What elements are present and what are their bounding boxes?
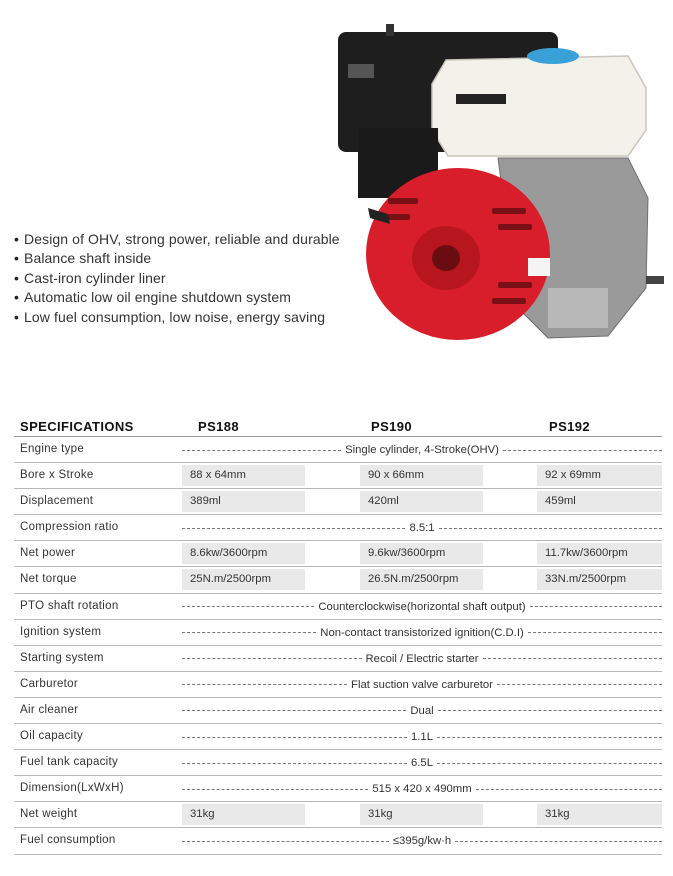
fuel-cap <box>527 48 579 64</box>
spec-shared-value <box>182 678 662 692</box>
spec-value: 515 x 420 x 490mm <box>372 783 472 796</box>
spec-shared-value <box>182 443 662 457</box>
spec-value-cell <box>537 543 662 564</box>
spec-value: 88 x 64mm <box>190 469 246 482</box>
spec-label: Engine type <box>20 443 85 455</box>
spec-shared-value <box>182 600 662 614</box>
dash-leader <box>182 763 407 764</box>
spec-header-title: SPECIFICATIONS <box>20 419 134 434</box>
spec-value-cell <box>537 491 662 512</box>
dash-leader <box>182 710 406 711</box>
spec-shared-value <box>182 756 662 770</box>
spec-row <box>14 437 662 463</box>
spec-label: Air cleaner <box>20 703 79 716</box>
spec-row <box>14 802 662 828</box>
model-ps190: PS190 <box>371 419 413 434</box>
spec-label: Net torque <box>20 573 77 586</box>
spec-value-cell <box>537 569 662 590</box>
dash-leader <box>483 658 663 659</box>
engine-image <box>328 18 668 348</box>
dash-leader <box>530 606 662 607</box>
spec-value-cell <box>537 804 662 825</box>
spec-value: 31kg <box>368 808 393 821</box>
spec-rows <box>14 437 662 855</box>
feature-item: • Low fuel consumption, low noise, energy saving <box>14 308 340 327</box>
spec-value: 33N.m/2500rpm <box>545 573 626 586</box>
spec-row <box>14 672 662 698</box>
spec-value: 92 x 69mm <box>545 469 601 482</box>
dash-leader <box>497 684 662 685</box>
spec-label: Bore x Stroke <box>20 469 94 482</box>
spec-value: 8.5:1 <box>409 522 435 535</box>
dash-leader <box>528 632 662 633</box>
spec-label: Fuel consumption <box>20 834 116 847</box>
dash-leader <box>182 450 341 451</box>
spec-value-cell <box>182 491 305 512</box>
dash-leader <box>437 763 662 764</box>
spec-value: 31kg <box>545 808 570 821</box>
housing-label <box>348 64 374 78</box>
spec-shared-value <box>182 730 662 744</box>
spec-value: Single cylinder, 4-Stroke(OHV) <box>345 444 499 456</box>
model-ps192: PS192 <box>549 419 591 434</box>
spec-row <box>14 489 662 515</box>
spec-value-cell <box>360 491 483 512</box>
spec-value: 389ml <box>190 495 221 508</box>
breather-cap <box>386 24 394 36</box>
spec-row <box>14 776 662 802</box>
spec-value: 11.7kw/3600rpm <box>545 547 628 560</box>
dash-leader <box>182 632 316 633</box>
spec-value: Dual <box>410 704 434 717</box>
dash-leader <box>182 684 347 685</box>
spec-value: Recoil / Electric starter <box>365 652 479 665</box>
spec-row <box>14 828 662 854</box>
engine-illustration <box>328 18 668 348</box>
spec-value: 459ml <box>545 495 576 508</box>
dash-leader <box>437 737 662 738</box>
dash-leader <box>182 737 407 738</box>
spec-label: Dimension(LxWxH) <box>20 782 124 795</box>
spec-value: 9.6kw/3600rpm <box>368 547 446 560</box>
dash-leader <box>182 841 389 842</box>
feature-item: • Automatic low oil engine shutdown system <box>14 288 340 307</box>
sticker <box>528 258 550 276</box>
spec-value: 6.5L <box>411 757 433 770</box>
spec-shared-value <box>182 834 662 848</box>
spec-value-cell <box>182 804 305 825</box>
spec-shared-value <box>182 521 662 535</box>
starter-center <box>432 245 460 271</box>
dash-leader <box>439 528 662 529</box>
spec-label: Starting system <box>20 651 104 664</box>
output-shaft <box>646 276 664 284</box>
model-ps188: PS188 <box>198 419 240 434</box>
spec-label: Net power <box>20 547 76 560</box>
spec-value: 90 x 66mm <box>368 469 424 482</box>
engine-base <box>548 288 608 328</box>
spec-label: Ignition system <box>20 625 102 638</box>
spec-row <box>14 750 662 776</box>
spec-value-cell <box>360 804 483 825</box>
feature-item: • Balance shaft inside <box>14 249 340 268</box>
spec-value-cell <box>360 465 483 486</box>
feature-item: • Cast-iron cylinder liner <box>14 269 340 288</box>
spec-value: 26.5N.m/2500rpm <box>368 573 459 586</box>
spec-label: Fuel tank capacity <box>20 756 119 769</box>
tank-label <box>456 94 506 104</box>
spec-label: Oil capacity <box>20 730 84 743</box>
spec-shared-value <box>182 782 662 796</box>
dash-leader <box>182 658 362 659</box>
dash-leader <box>476 789 662 790</box>
spec-row <box>14 541 662 567</box>
spec-table <box>14 416 662 855</box>
spec-row <box>14 594 662 620</box>
dash-leader <box>182 789 368 790</box>
dash-leader <box>438 710 662 711</box>
spec-label: PTO shaft rotation <box>20 599 119 612</box>
spec-label: Net weight <box>20 808 78 821</box>
spec-value: Flat suction valve carburetor <box>351 678 493 691</box>
spec-shared-value <box>182 626 662 640</box>
spec-label: Carburetor <box>20 677 78 690</box>
spec-row <box>14 698 662 724</box>
spec-value: 1.1L <box>411 731 433 744</box>
spec-value: Non-contact transistorized ignition(C.D.I) <box>320 626 524 639</box>
fuel-tank <box>432 56 646 156</box>
spec-shared-value <box>182 652 662 666</box>
spec-value: Counterclockwise(horizontal shaft output) <box>318 600 526 613</box>
spec-row <box>14 724 662 750</box>
spec-value-cell <box>182 569 305 590</box>
spec-label: Compression ratio <box>20 521 119 534</box>
spec-row <box>14 463 662 489</box>
feature-list <box>14 230 340 327</box>
spec-value: 31kg <box>190 808 215 821</box>
feature-item: • Design of OHV, strong power, reliable and durable <box>14 230 340 249</box>
spec-value: 25N.m/2500rpm <box>190 573 271 586</box>
dash-leader <box>182 606 314 607</box>
spec-value-cell <box>360 569 483 590</box>
dash-leader <box>503 450 662 451</box>
spec-value-cell <box>182 543 305 564</box>
spec-value: ≤395g/kw·h <box>392 835 452 848</box>
spec-row <box>14 515 662 541</box>
spec-header <box>14 416 662 437</box>
spec-value: 420ml <box>368 495 399 508</box>
spec-value: 8.6kw/3600rpm <box>190 547 268 560</box>
dash-leader <box>455 841 662 842</box>
spec-row <box>14 567 662 593</box>
spec-label: Displacement <box>20 495 94 508</box>
spec-row <box>14 646 662 672</box>
hero-section <box>0 0 673 400</box>
spec-value-cell <box>360 543 483 564</box>
spec-value-cell <box>182 465 305 486</box>
spec-value-cell <box>537 465 662 486</box>
dash-leader <box>182 528 405 529</box>
spec-shared-value <box>182 704 662 718</box>
spec-row <box>14 620 662 646</box>
